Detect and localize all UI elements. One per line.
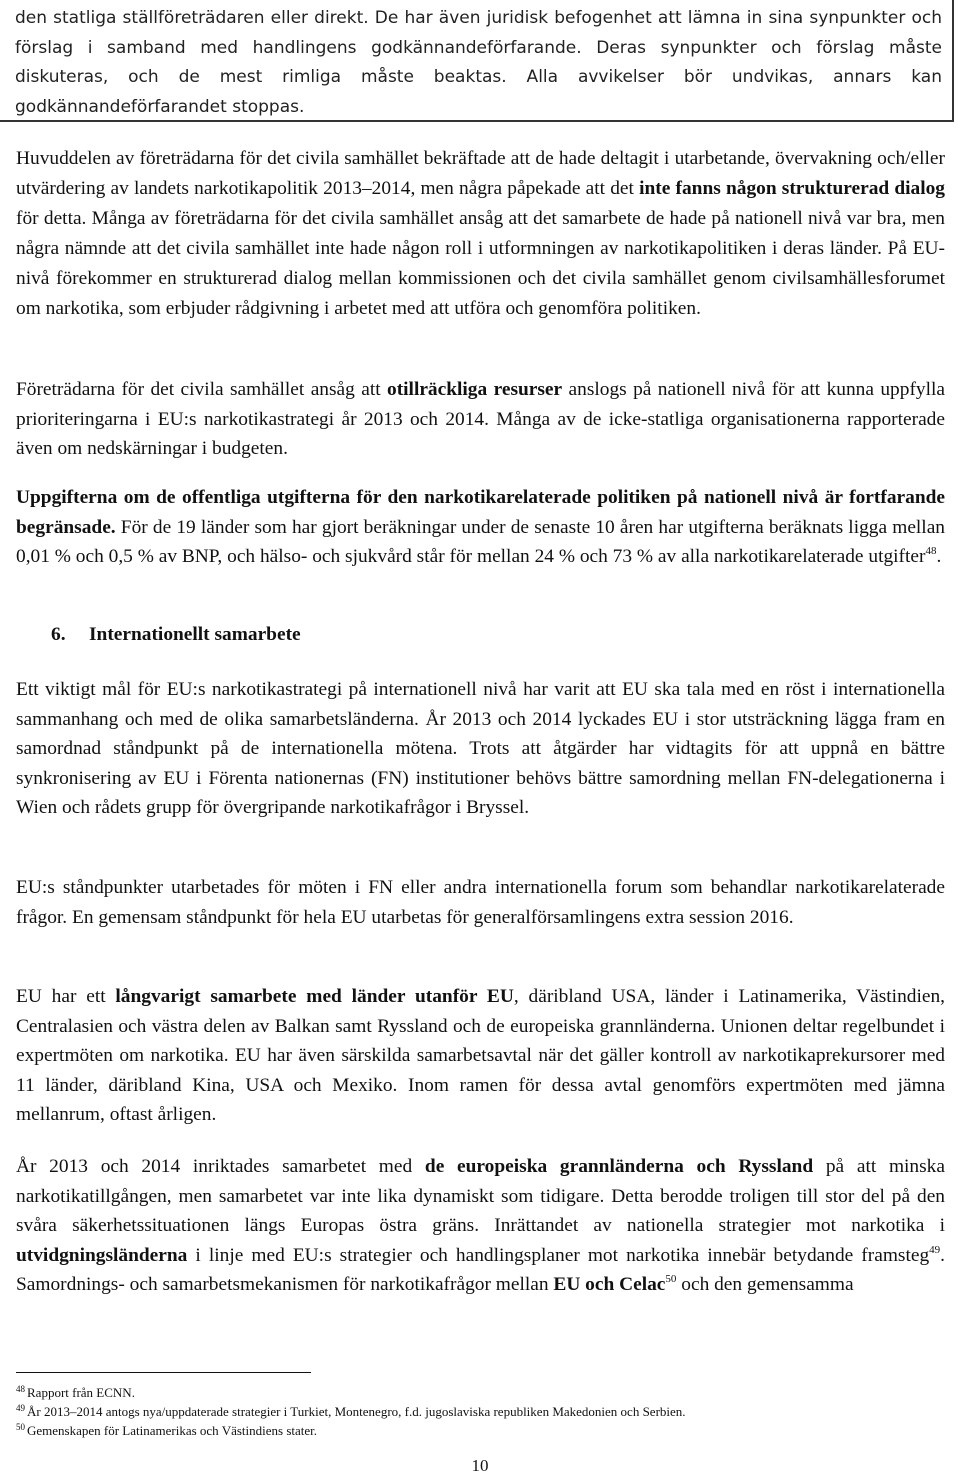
footnote-item: $^{48}$ Rapport från ECNN. — [16, 1384, 135, 1400]
boxed-text-excerpt — [0, 0, 954, 122]
paragraph-resources: Företrädarna för det civila samhället ansåg att otillräckliga resurser anslogs på nationell nivå för att kunna uppfylla prioriteringarna i EU:s narkotikastrategi år 2013 och 2014. Många av de icke-statliga organisationerna rapporterade även om nedskärningar i budgeten. — [16, 379, 945, 460]
paragraph-eu-positions: EU:s ståndpunkter utarbetades för möten i FN eller andra internationella forum som behandlar narkotikarelaterade frågor. En gemensam ståndpunkt för hela EU utarbetas för generalförsamlingens extra session 2016. — [16, 877, 945, 928]
footnotes — [16, 1383, 945, 1440]
paragraph-neighbouring-countries: År 2013 och 2014 inriktades samarbetet med de europeiska grannländerna och Ryssland på att minska narkotikatillgången, men samarbetet var inte lika dynamiskt som tidigare. Detta berodde troligen till stor del på den svåra säkerhetssituationen längs Europas östra gräns. Inrättandet av nationella strategier mot narkotika i utvidgningsländerna i linje med EU:s strategier och handlingsplaner mot narkotika innebär betydande framsteg$^{49}$. Samordnings- och samarbetsmekanismen för narkotikafrågor mellan EU och Celac$^{50}$ och den gemensamma — [16, 1156, 945, 1296]
paragraph-public-expenditure: Uppgifterna om de offentliga utgifterna för den narkotikarelaterade politiken på nationell nivå är fortfarande begränsade. För de 19 länder som har gjort beräkningar under de senaste 10 åren har utgifterna beräknats ligga mellan 0,01 % och 0,5 % av BNP, och hälso- och sjukvård står för mellan 24 % och 73 % av alla narkotikarelaterade utgifter$^{48}$. — [16, 487, 945, 568]
footnote-ref-50: 50 — [665, 1273, 677, 1286]
section-heading — [51, 624, 301, 646]
section-number: 6. — [51, 624, 66, 645]
page-number: 10 — [471, 1456, 489, 1475]
footnote-item: $^{49}$ År 2013–2014 antogs nya/uppdaterade strategier i Turkiet, Montenegro, f.d. jugoslaviska republiken Makedonien och Serbien. — [16, 1403, 686, 1419]
paragraph-long-term-cooperation: EU har ett långvarigt samarbete med länder utanför EU, däribland USA, länder i Latinamerika, Västindien, Centralasien och västra delen av Balkan samt Ryssland och de europeiska grannländerna. Unionen deltar regelbundet i expertmöten om narkotika. EU har även särskilda samarbetsavtal när det gäller kontroll av narkotikaprekursorer med 11 länder, däribland Kina, USA och Mexiko. Inom ramen för dessa avtal genomförs expertmöten med jämna mellanrum, oftast årligen. — [16, 986, 945, 1126]
section-title: Internationellt samarbete — [89, 624, 301, 645]
footnote-ref-49: 49 — [929, 1243, 941, 1256]
footnote-item: $^{50}$ Gemenskapen för Latinamerikas och Västindiens stater. — [16, 1422, 318, 1438]
boxed-paragraph: den statliga ställföreträdaren eller direkt. De har även juridisk befogenhet att lämna in sina synpunkter och förslag i samband med handlingens godkännandeförfarande. Deras synpunkter och förslag måste diskuteras, och de mest rimliga måste beaktas. Alla avvikelser bör undvikas, annars kan godkännandeförfarandet stoppas. — [15, 8, 942, 117]
footnote-ref-48: 48 — [925, 545, 937, 558]
footnote-divider — [16, 1372, 311, 1373]
paragraph-civil-society-involvement: Huvuddelen av företrädarna för det civila samhället bekräftade att de hade deltagit i utarbetande, övervakning och/eller utvärdering av landets narkotikapolitik 2013–2014, men några påpekade att det inte fanns någon strukturerad dialog för detta. Många av företrädarna för det civila samhället ansåg att det samarbete de hade på nationell nivå var bra, men några nämnde att det civila samhället inte hade någon roll i utformningen av narkotikapolitiken i deras länder. På EU-nivå förekommer en strukturerad dialog mellan kommissionen och det civila samhället genom civilsamhällesforumet om narkotika, som erbjuder rådgivning i arbetet med att utföra och genomföra politiken. — [16, 148, 945, 319]
paragraph-eu-one-voice: Ett viktigt mål för EU:s narkotikastrategi på internationell nivå har varit att EU ska tala med en röst i internationella sammanhang och med de olika samarbetsländerna. År 2013 och 2014 lyckades EU i stor utsträckning lägga fram en samordnad ståndpunkt på de internationella mötena. Trots att åtgärder har vidtagits för att uppnå en bättre synkronisering av EU i Förenta nationernas (FN) institutioner behövs bättre samordning mellan FN-delegationerna i Wien och rådets grupp för övergripande narkotikafrågor i Bryssel. — [16, 679, 945, 819]
